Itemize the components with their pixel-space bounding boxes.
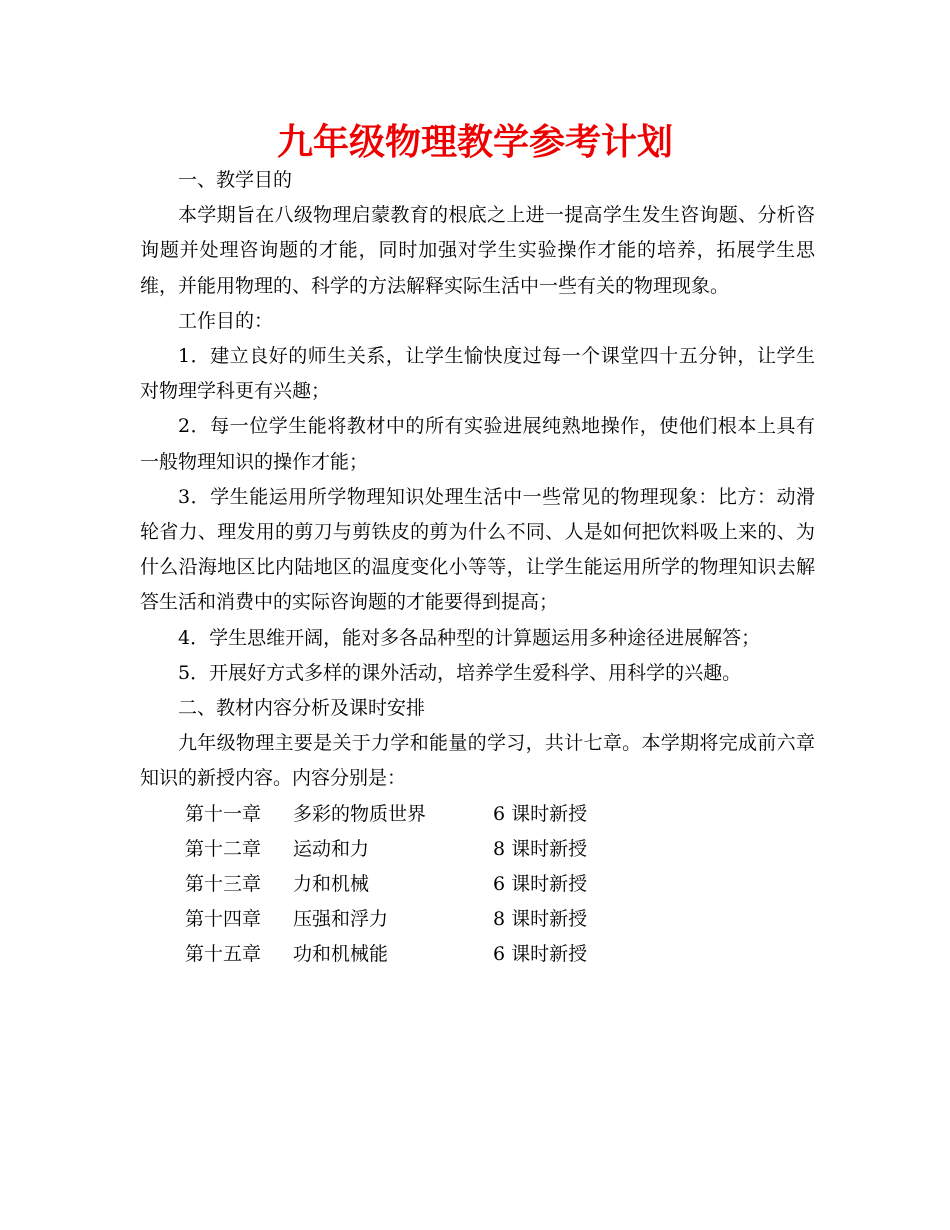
list-item-goal-4: 4．学生思维开阔，能对多各品种型的计算题运用多种途径进展解答；: [178, 626, 761, 649]
list-item-goal-1: 1．建立良好的师生关系，让学生愉快度过每一个课堂四十五分钟，让学生对物理学科更有兴趣；: [140, 345, 815, 403]
chapter-number: 第十五章: [185, 943, 262, 966]
chapter-hours: 6 课时新授: [493, 802, 588, 825]
chapter-hours: 8 课时新授: [493, 908, 588, 931]
list-item-goal-5: 5．开展好方式多样的课外活动，培养学生爱科学、用科学的兴趣。: [178, 661, 742, 684]
chapter-hours: 8 课时新授: [493, 837, 588, 860]
paragraph-semester-goal: 本学期旨在八级物理启蒙教育的根底之上进一提高学生发生咨询题、分析咨询题并处理咨询题的才能，同时加强对学生实验操作才能的培养，拓展学生思维，并能用物理的、科学的方法解释实际生活中一些有关的物理现象。: [140, 204, 815, 297]
chapter-row: [140, 797, 815, 832]
list-item-goal-3: 3．学生能运用所学物理知识处理生活中一些常见的物理现象：比方：动滑轮省力、理发用的剪刀与剪铁皮的剪为什么不同、人是如何把饮料吸上来的、为什么沿海地区比内陆地区的温度变化小等等，让学生能运用所学的物理知识去解答生活和消费中的实际咨询题的才能要得到提高；: [140, 485, 815, 614]
chapter-hours: 6 课时新授: [493, 943, 588, 966]
chapter-row: [140, 937, 815, 972]
paragraph-work-goals-heading: 工作目的：: [178, 309, 274, 332]
document-title: 九年级物理教学参考计划: [276, 122, 673, 163]
chapter-row: [140, 867, 815, 902]
section-heading-objectives: 一、教学目的: [178, 169, 293, 191]
section-heading-content-analysis: 二、教材内容分析及课时安排: [178, 697, 426, 720]
chapter-number: 第十一章: [185, 802, 262, 825]
list-item-goal-2: 2．每一位学生能将教材中的所有实验进展纯熟地操作，使他们根本上具有一般物理知识的操作才能；: [140, 415, 815, 473]
chapter-number: 第十二章: [185, 837, 262, 860]
chapter-name: 多彩的物质世界: [293, 802, 427, 825]
chapter-hours: 6 课时新授: [493, 873, 588, 896]
chapter-row: [140, 832, 815, 867]
chapter-number: 第十三章: [185, 873, 262, 896]
chapter-number: 第十四章: [185, 908, 262, 931]
chapter-schedule: [140, 797, 815, 973]
document-body: [140, 163, 815, 973]
chapter-name: 力和机械: [293, 873, 370, 896]
chapter-name: 功和机械能: [293, 943, 389, 966]
chapter-row: [140, 902, 815, 937]
paragraph-content-intro: 九年级物理主要是关于力学和能量的学习，共计七章。本学期将完成前六章知识的新授内容。内容分别是：: [140, 732, 815, 790]
chapter-name: 运动和力: [293, 837, 370, 860]
chapter-name: 压强和浮力: [293, 908, 389, 931]
